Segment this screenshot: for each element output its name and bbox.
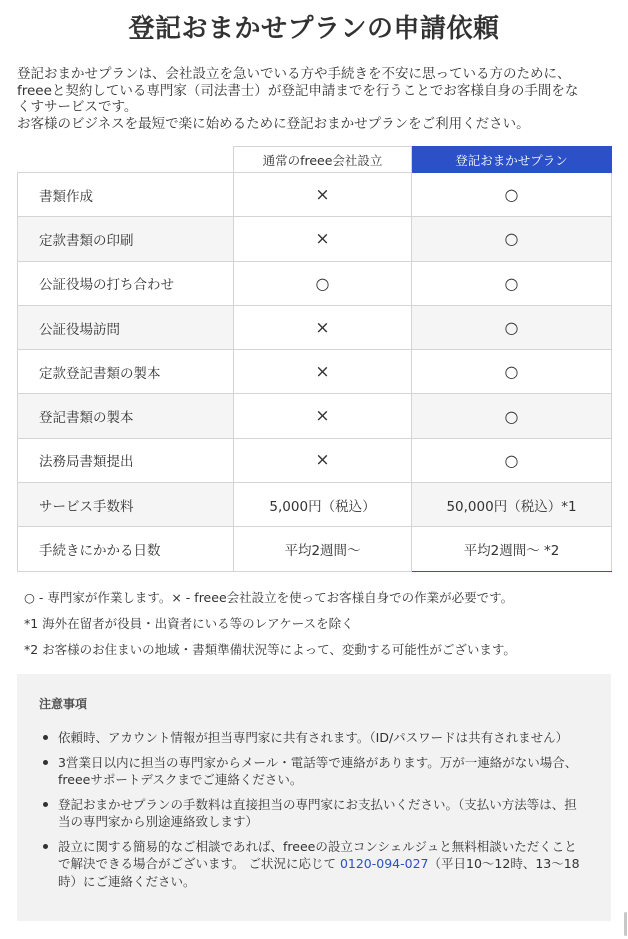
normal-setup-header: 通常のfreee会社設立 [234, 147, 412, 173]
table-row [18, 527, 612, 571]
row-label: 定款書類の印刷 [18, 217, 234, 261]
empty-header-cell [18, 147, 234, 173]
circle-icon: ○ [504, 362, 519, 382]
table-notes [24, 589, 620, 667]
table-row [18, 305, 612, 349]
comparison-table [17, 146, 612, 572]
circle-icon: ○ [504, 318, 519, 338]
intro-line: お客様のビジネスを最短で楽に始めるために登記おまかせプランをご利用ください。 [17, 115, 530, 132]
row-label: 手続きにかかる日数 [18, 527, 234, 571]
plan-cell [412, 350, 612, 394]
circle-icon: ○ [504, 406, 519, 426]
table-row [18, 173, 612, 217]
table-row [18, 261, 612, 305]
plan-cell [412, 305, 612, 349]
normal-cell [234, 261, 412, 305]
footnote-2: *2 お客様のお住まいの地域・書類準備状況等によって、変動する可能性がございます。 [24, 642, 516, 657]
plan-cell [412, 438, 612, 482]
scrollbar-thumb[interactable] [624, 912, 627, 936]
normal-cell [234, 173, 412, 217]
caution-list [39, 729, 589, 890]
page-title: 登記おまかせプランの申請依頼 [128, 14, 500, 44]
table-row [18, 438, 612, 482]
normal-cell [234, 350, 412, 394]
caution-box [17, 674, 611, 921]
table-row [18, 350, 612, 394]
cross-icon: × [315, 317, 330, 338]
comparison-table-container [17, 146, 611, 572]
caution-text: 設立に関する簡易的なご相談であれば、freeeの設立コンシェルジュと無料相談いただくことで解決できる場合がございます。 ご状況に応じて [58, 838, 577, 871]
plan-cell [412, 394, 612, 438]
cross-icon: × [315, 361, 330, 382]
plan-cell [412, 173, 612, 217]
caution-text: （平日10〜12時、13〜18時）にご連絡ください。 [58, 856, 580, 889]
row-label: 公証役場の打ち合わせ [18, 261, 234, 305]
row-label: 書類作成 [18, 173, 234, 217]
cross-icon: × [315, 450, 330, 471]
normal-cell [234, 217, 412, 261]
phone-number-link[interactable]: 0120-094-027 [339, 856, 429, 871]
cross-icon: × [315, 406, 330, 427]
plan-cell [412, 217, 612, 261]
plan-fee-cell: 50,000円（税込）*1 [412, 483, 612, 527]
list-item: 登記おまかせプランの手数料は直接担当の専門家にお支払いください。（支払い方法等は、担当の専門家から別途連絡致します） [39, 796, 589, 831]
intro-line: 登記おまかせプランは、会社設立を急いでいる方や手続きを不安に思っている方のために、 [17, 66, 571, 82]
circle-icon: ○ [504, 185, 519, 205]
list-item: 依頼時、アカウント情報が担当専門家に共有されます。（ID/パスワードは共有されません） [39, 729, 589, 747]
intro-line: くすサービスです。 [17, 99, 138, 115]
cross-icon: × [315, 228, 330, 249]
circle-icon: ○ [504, 450, 519, 470]
intro-text [17, 66, 613, 132]
table-header-row [18, 147, 612, 173]
plan-cell [412, 261, 612, 305]
normal-days-cell: 平均2週間〜 [234, 527, 412, 571]
cross-icon: × [315, 184, 330, 205]
normal-fee-cell: 5,000円（税込） [234, 483, 412, 527]
circle-icon: ○ [504, 229, 519, 249]
normal-cell [234, 394, 412, 438]
circle-icon: ○ [504, 273, 519, 293]
circle-icon: ○ [315, 273, 330, 293]
row-label: 公証役場訪問 [18, 305, 234, 349]
table-row [18, 483, 612, 527]
table-row [18, 394, 612, 438]
list-item: 3営業日以内に担当の専門家からメール・電話等で連絡があります。万が一連絡がない場合、freeeサポートデスクまでご連絡ください。 [39, 754, 589, 789]
row-label: 登記書類の製本 [18, 394, 234, 438]
row-label: 法務局書類提出 [18, 438, 234, 482]
table-row [18, 217, 612, 261]
row-label: サービス手数料 [18, 483, 234, 527]
plan-days-cell: 平均2週間〜 *2 [412, 527, 612, 571]
legend-note: ○ - 専門家が作業します。× - freee会社設立を使ってお客様自身での作業が必要です。 [24, 590, 514, 605]
normal-cell [234, 305, 412, 349]
intro-line: freeeと契約している専門家（司法書士）が登記申請までを行うことでお客様自身の手間をな [17, 82, 579, 99]
row-label: 定款登記書類の製本 [18, 350, 234, 394]
normal-cell [234, 438, 412, 482]
plan-header: 登記おまかせプラン [412, 147, 612, 173]
caution-title: 注意事項 [39, 697, 88, 711]
list-item [39, 838, 589, 891]
footnote-1: *1 海外在留者が役員・出資者にいる等のレアケースを除く [24, 616, 354, 631]
